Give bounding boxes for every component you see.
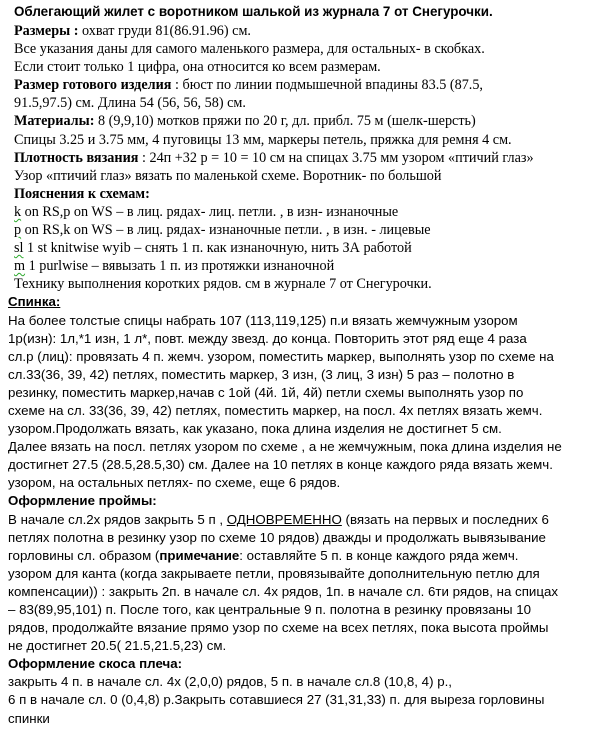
document-title: Облегающий жилет с воротником шалькой из журнала 7 от Снегурочки. — [14, 4, 493, 19]
gauge-text: : 24п +32 р = 10 = 10 см на спицах 3.75 мм узором «птичий глаз» — [138, 149, 534, 166]
sizes-value: охват груди 81(86.91.96) см. — [78, 23, 251, 39]
back-line: 1р(изн): 1л,*1 изн, 1 л*, повт. между звезд. до конца. Повторить этот ряд еще 4 раза — [8, 330, 527, 346]
legend-text: 1 purlwise – вявызать 1 п. из протяжки изнаночной — [25, 258, 335, 275]
gauge-line — [8, 149, 594, 167]
back-line: схеме на сл. 33(36, 39, 42) петлях, поместить маркер, на посл. 4х петлях вязать жемч. — [8, 402, 543, 418]
finished-size-text: : бюст по линии подмышечной впадины 83.5 (87.5, — [171, 77, 483, 94]
back-section — [8, 312, 594, 493]
back-line: резинку, поместить маркер,начав с 1ой (4й. 1й, 4й) петли схемы выполнять узор по — [8, 384, 524, 400]
back-heading: Спинка: — [8, 294, 61, 310]
armhole-line: рядов, продолжайте вязание прямо узор по схеме на всех петлях, пока высота проймы — [8, 620, 549, 636]
legend-item — [8, 203, 594, 221]
back-line: узором, на остальных петлях- по схеме, еще 6 рядов. — [8, 475, 341, 491]
materials-line-2: Спицы 3.25 и 3.75 мм, 4 пуговицы 13 мм, маркеры петель, пряжка для ремня 4 см. — [14, 131, 512, 148]
legend-abbr: k — [14, 203, 22, 220]
legend-abbr: m — [14, 258, 26, 275]
armhole-line: компенсации)) : закрыть 2п. в начале сл. 4х рядов, 1п. в начале сл. 6ти рядов, на спицах — [8, 583, 558, 599]
finished-size-line-2: 91.5,97.5) см. Длина 54 (56, 56, 58) см. — [14, 95, 246, 112]
shoulder-line: спинки — [8, 710, 50, 726]
armhole-note-label: примечание — [159, 547, 240, 563]
armhole-text: (вязать на первых и последних 6 — [341, 511, 549, 527]
materials-line — [8, 112, 594, 130]
armhole-line — [8, 511, 594, 529]
back-line: На более толстые спицы набрать 107 (113,119,125) п.и вязать жемчужным узором — [8, 312, 518, 328]
legend-text: on RS,p on WS – в лиц. рядах- лиц. петли. , в изн- изнаночные — [21, 203, 399, 220]
armhole-text: горловины сл. образом ( — [8, 547, 160, 563]
finished-size-line — [8, 76, 594, 94]
back-line: сл.р (лиц): провязать 4 п. жемч. узором, поместить маркер, выполнять узор по схеме на — [8, 348, 554, 364]
back-line: достигнет 27.5 (28.5,28.5,30) см. Далее на 10 петлях в конце каждого ряда вязать жемч. — [8, 457, 553, 473]
legend-abbr: p — [14, 222, 22, 239]
legend-item — [8, 239, 594, 257]
gauge-label: Плотность вязания — [14, 149, 139, 166]
materials-text: 8 (9,9,10) мотков пряжи по 20 г, дл. прибл. 75 м (шелк-шерсть) — [94, 113, 476, 130]
legend-text: 1 st knitwise wyib – снять 1 п. как изнаночную, нить ЗА работой — [23, 240, 412, 257]
shoulder-heading: Оформление скоса плеча: — [8, 656, 183, 672]
armhole-heading: Оформление проймы: — [8, 493, 157, 509]
legend-item — [8, 257, 594, 275]
finished-size-label: Размер готового изделия — [14, 77, 172, 94]
back-line: сл.33(36, 39, 42) петлях, поместить маркер, 3 изн, (3 лиц, 3 изн) 5 раз – полотно в — [8, 366, 515, 382]
armhole-line: – 83(89,95,101) п. После того, как центральные 9 п. полотна в резинку провязаны 10 — [8, 602, 532, 617]
sizes-label: Размеры : — [14, 23, 79, 39]
legend-text: on RS,k on WS – в лиц. рядах- изнаночные петли. , в изн. - лицевые — [21, 222, 431, 239]
armhole-emphasis: ОДНОВРЕМЕННО — [226, 511, 342, 527]
back-line: Далее вязать на посл. петлях узором по схеме , а не жемчужным, пока длина изделия не — [8, 439, 562, 455]
shoulder-line: закрыть 4 п. в начале сл. 4х (2,0,0) рядов, 5 п. в начале сл.8 (10,8, 4) р., — [8, 674, 452, 690]
armhole-section — [8, 511, 594, 656]
back-line: узором.Продолжать вязать, как указано, пока длина изделия не достигнет 5 см. — [8, 421, 502, 437]
armhole-text: В начале сл.2х рядов закрыть 5 п , — [8, 511, 227, 527]
legend-note: Технику выполнения коротких рядов. см в журнале 7 от Снегурочки. — [14, 276, 432, 293]
sizes-line — [8, 22, 594, 40]
materials-label: Материалы: — [14, 113, 95, 130]
intro-line: Все указания даны для самого маленького размера, для остальных- в скобках. — [14, 41, 485, 58]
armhole-text: : оставляйте 5 п. в конце каждого ряда жемч. — [239, 547, 519, 563]
armhole-line: петлях полотна в резинку узор по схеме 10 рядов) дважды и продолжать вывязывание — [8, 529, 546, 545]
intro-line: Если стоит только 1 цифра, она относится ко всем размерам. — [14, 59, 381, 76]
legend-heading: Пояснения к схемам: — [14, 185, 150, 202]
armhole-line: не достигнет 20.5( 21.5,21.5,23) см. — [8, 638, 227, 654]
gauge-line-2: Узор «птичий глаз» вязать по маленькой схеме. Воротник- по большой — [14, 167, 442, 184]
shoulder-section — [8, 673, 594, 727]
armhole-line: узором для канта (когда закрываете петли, провязывайте дополнительную петлю для — [8, 565, 540, 581]
armhole-line — [8, 547, 594, 565]
legend-item — [8, 221, 594, 239]
legend-abbr: sl — [14, 240, 24, 257]
shoulder-line: 6 п в начале сл. 0 (0,4,8) р.Закрыть сотавшиеся 27 (31,31,33) п. для выреза горловины — [8, 692, 545, 708]
